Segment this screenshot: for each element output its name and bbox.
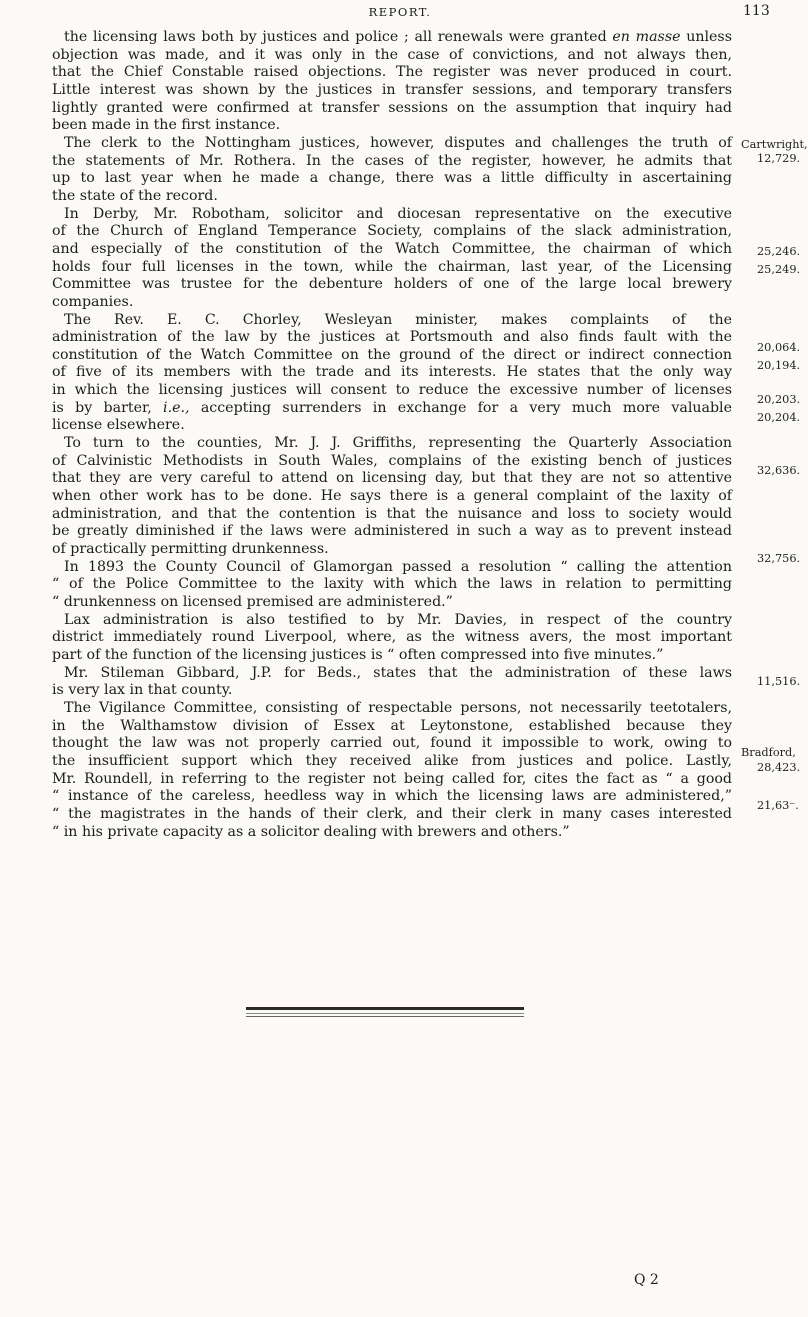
rule-top (246, 1007, 524, 1010)
text-line: Little interest was shown by the justices in transfer sessions, and temporary transfers (52, 81, 732, 98)
text-line: district immediately round Liverpool, where, as the witness avers, the most important (52, 629, 732, 646)
text-line: In 1893 the County Council of Glamorgan passed a resolution “ calling the attention (64, 558, 732, 575)
folio: Q 2 (634, 1272, 659, 1288)
text-line: the licensing laws both by justices and police ; all renewals were granted en masse unless (64, 29, 732, 45)
margin-note: 32,756. (757, 552, 801, 565)
text-line: objection was made, and it was only in the case of convictions, and not always then, (52, 46, 732, 63)
rule-mid (246, 1013, 524, 1014)
paragraph (52, 312, 732, 436)
paragraph (52, 612, 732, 665)
text-line: The clerk to the Nottingham justices, however, disputes and challenges the truth of (64, 134, 732, 151)
text-line: thought the law was not properly carried out, found it impossible to work, owing to (52, 735, 732, 752)
paragraph (52, 435, 732, 559)
text-line: the statements of Mr. Rothera. In the cases of the register, however, he admits that (52, 152, 732, 169)
margin-note: Cartwright, (741, 138, 808, 151)
paragraph (52, 206, 732, 312)
page-header (0, 3, 800, 25)
margin-note: 20,064. (757, 341, 801, 354)
margin-note: 20,203. (757, 393, 801, 406)
text-line: Committee was trustee for the debenture holders of one of the large local brewery (52, 276, 732, 293)
margin-note: Bradford, (741, 746, 796, 759)
text-line: when other work has to be done. He says there is a general complaint of the laxity of (52, 488, 732, 505)
text-line: companies. (52, 293, 134, 310)
text-line: up to last year when he made a change, there was a little difficulty in ascertaining (52, 170, 732, 187)
text-line: “ drunkenness on licensed premised are administered.” (52, 594, 453, 610)
rule-bottom (246, 1016, 524, 1017)
text-line: “ the magistrates in the hands of their clerk, and their clerk in many cases interested (52, 805, 732, 822)
page-number: 113 (743, 3, 770, 19)
margin-note: 11,516. (757, 675, 801, 688)
paragraph (52, 700, 732, 841)
text-line: lightly granted were confirmed at transfer sessions on the assumption that inquiry had (52, 99, 732, 116)
text-line: of the Church of England Temperance Society, complains of the slack administration, (52, 223, 732, 240)
text-line: of practically permitting drunkenness. (52, 541, 329, 558)
text-line: The Rev. E. C. Chorley, Wesleyan minister, makes complaints of the (64, 311, 732, 328)
text-line: “ in his private capacity as a solicitor dealing with brewers and others.” (52, 823, 570, 840)
text-line: Mr. Roundell, in referring to the register not being called for, cites the fact as “ a good (52, 770, 732, 787)
text-line: of five of its members with the trade and its interests. He states that the only way (52, 364, 732, 381)
text-line: administration of the law by the justices at Portsmouth and also finds fault with the (52, 329, 732, 346)
body-text (52, 29, 732, 841)
margin-note: 25,249. (757, 263, 801, 276)
text-line: the state of the record. (52, 187, 218, 204)
text-line: administration, and that the contention is that the nuisance and loss to society would (52, 505, 732, 522)
text-line: Lax administration is also testified to by Mr. Davies, in respect of the country (64, 611, 732, 628)
text-line: and especially of the constitution of the Watch Committee, the chairman of which (52, 240, 732, 257)
text-line: in the Walthamstow division of Essex at Leytonstone, established because they (52, 717, 732, 734)
text-line: holds four full licenses in the town, while the chairman, last year, of the Licensing (52, 258, 732, 275)
margin-note: 12,729. (757, 152, 801, 165)
text-line: that the Chief Constable raised objections. The register was never produced in court. (52, 64, 732, 81)
paragraph (52, 29, 732, 135)
paragraph (52, 559, 732, 612)
text-line: To turn to the counties, Mr. J. J. Griffiths, representing the Quarterly Association (64, 435, 732, 452)
text-line: part of the function of the licensing justices is “ often compressed into five minutes.” (52, 646, 664, 663)
text-line: is by barter, i.e., accepting surrenders in exchange for a very much more valuable (52, 399, 732, 416)
margin-note: 25,246. (757, 245, 801, 258)
text-line: be greatly diminished if the laws were administered in such a way as to prevent instead (52, 523, 732, 540)
text-line: of Calvinistic Methodists in South Wales, complains of the existing bench of justices (52, 452, 732, 469)
text-line: constitution of the Watch Committee on the ground of the direct or indirect connection (52, 346, 732, 363)
text-line: The Vigilance Committee, consisting of respectable persons, not necessarily teetotalers, (64, 699, 732, 716)
text-line: Mr. Stileman Gibbard, J.P. for Beds., states that the administration of these laws (64, 664, 732, 681)
text-line: license elsewhere. (52, 417, 185, 434)
text-line: been made in the first instance. (52, 117, 281, 134)
margin-note: 21,63⁻. (757, 799, 799, 812)
text-line: “ instance of the careless, heedless way in which the licensing laws are administered,” (52, 788, 732, 805)
text-line: “ of the Police Committee to the laxity with which the laws in relation to permitting (52, 576, 732, 593)
running-head: REPORT. (368, 5, 432, 19)
text-line: in which the licensing justices will consent to reduce the excessive number of licenses (52, 382, 732, 399)
margin-note: 20,204. (757, 411, 801, 424)
margin-note: 20,194. (757, 359, 801, 372)
text-line: that they are very careful to attend on licensing day, but that they are not so attentive (52, 470, 732, 487)
margin-note: 28,423. (757, 761, 801, 774)
paragraph (52, 665, 732, 700)
margin-note: 32,636. (757, 464, 801, 477)
text-line: the insufficient support which they received alike from justices and police. Lastly, (52, 752, 732, 769)
text-line: In Derby, Mr. Robotham, solicitor and diocesan representative on the executive (64, 205, 732, 222)
text-line: is very lax in that county. (52, 682, 233, 699)
paragraph (52, 135, 732, 206)
